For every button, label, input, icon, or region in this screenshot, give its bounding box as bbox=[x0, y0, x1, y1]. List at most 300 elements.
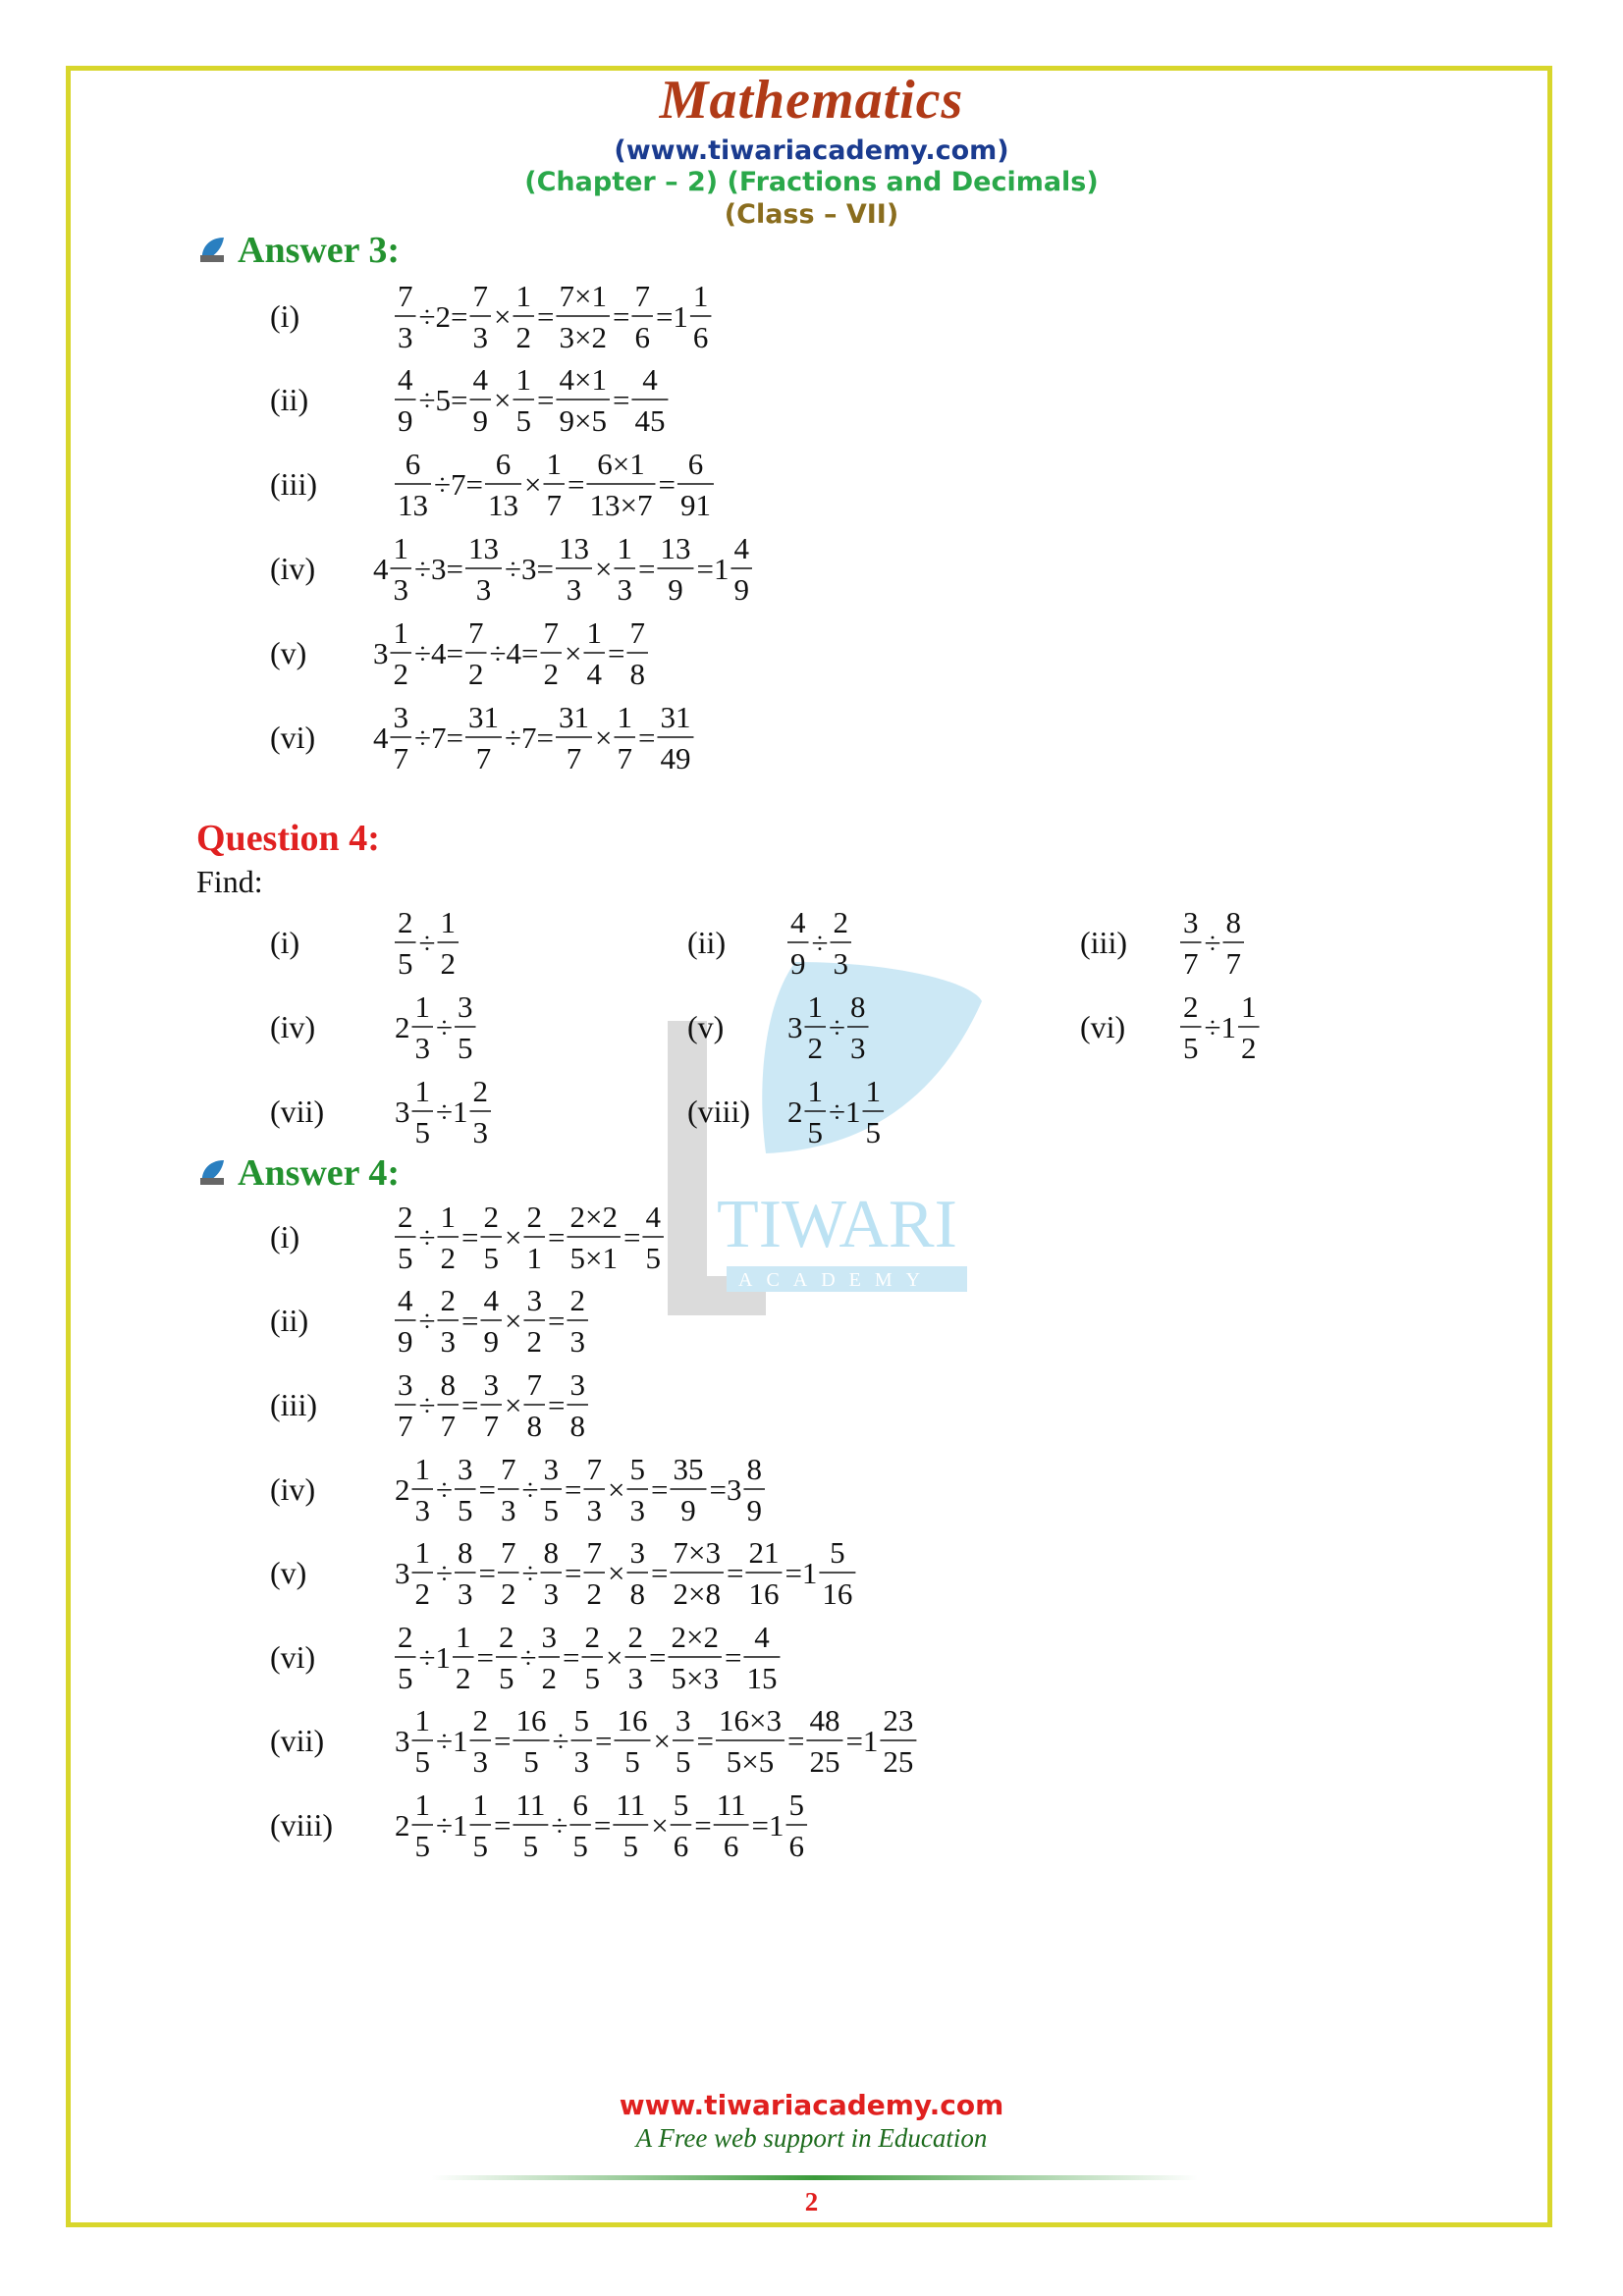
fraction-numerator: 3 bbox=[675, 1703, 691, 1737]
fraction-numerator: 13 bbox=[468, 531, 499, 565]
fraction-denominator: 5×1 bbox=[569, 1241, 618, 1275]
fraction-denominator: 7 bbox=[483, 1409, 499, 1443]
math-text: = bbox=[494, 1808, 512, 1842]
item-expression bbox=[785, 986, 876, 1068]
fraction-denominator: 7 bbox=[440, 1409, 457, 1443]
fraction bbox=[786, 1788, 808, 1863]
math-expression bbox=[1178, 901, 1252, 984]
item-label: (v) bbox=[270, 635, 307, 670]
item-expression bbox=[393, 986, 483, 1068]
item-expression bbox=[393, 358, 676, 441]
math-text: × bbox=[505, 1304, 522, 1338]
fraction bbox=[523, 1367, 545, 1443]
math-text: =3 bbox=[709, 1472, 742, 1507]
fraction bbox=[567, 1200, 620, 1275]
fraction-denominator: 9 bbox=[733, 572, 749, 607]
item-label: (vii) bbox=[270, 1723, 325, 1758]
math-expression bbox=[393, 1616, 787, 1698]
fraction bbox=[481, 1283, 503, 1359]
fraction bbox=[556, 700, 592, 775]
fraction-numerator: 3 bbox=[543, 1452, 560, 1486]
tiwari-logo-icon bbox=[196, 234, 228, 265]
fraction-denominator: 8 bbox=[526, 1409, 542, 1443]
math-text: = bbox=[650, 1472, 669, 1507]
fraction-numerator: 6 bbox=[572, 1788, 588, 1822]
fraction-denominator: 3 bbox=[566, 572, 582, 607]
fraction-denominator: 5 bbox=[398, 1241, 413, 1275]
fraction bbox=[412, 1703, 434, 1779]
fraction-numerator: 3 bbox=[398, 1367, 413, 1402]
fraction-numerator: 1 bbox=[414, 989, 430, 1024]
fraction bbox=[498, 1452, 519, 1527]
fraction-denominator: 5 bbox=[645, 1241, 661, 1275]
fraction bbox=[412, 1535, 434, 1611]
fraction bbox=[567, 1367, 588, 1443]
fraction-numerator: 4 bbox=[754, 1620, 770, 1654]
fraction bbox=[743, 1452, 765, 1527]
fraction-denominator: 3 bbox=[569, 1324, 585, 1359]
watermark-brand: TIWARI bbox=[717, 1187, 957, 1262]
fraction-numerator: 5 bbox=[573, 1703, 590, 1737]
item-expression bbox=[393, 1070, 499, 1152]
fraction-numerator: 3 bbox=[569, 1367, 585, 1402]
page-title: Mathematics bbox=[659, 70, 964, 131]
fraction-denominator: 3 bbox=[398, 320, 413, 354]
math-text: = bbox=[637, 552, 656, 586]
fraction-numerator: 16×3 bbox=[718, 1703, 782, 1737]
fraction-denominator: 2 bbox=[456, 1661, 471, 1695]
fraction-denominator: 5 bbox=[865, 1115, 882, 1149]
fraction bbox=[514, 1788, 549, 1863]
math-text: ÷ bbox=[521, 1556, 539, 1590]
math-text: =1 bbox=[845, 1724, 879, 1758]
fraction-numerator: 8 bbox=[850, 989, 866, 1024]
fraction-denominator: 2 bbox=[440, 946, 457, 981]
fraction bbox=[586, 447, 655, 522]
fraction-numerator: 1 bbox=[472, 1788, 489, 1822]
fraction-denominator: 5 bbox=[807, 1115, 823, 1149]
item-label: (vii) bbox=[270, 1094, 325, 1129]
fraction-denominator: 5×3 bbox=[671, 1661, 719, 1695]
fraction bbox=[556, 531, 592, 607]
item-label: (vi) bbox=[270, 1639, 316, 1675]
math-text: ÷ bbox=[521, 1472, 539, 1507]
fraction bbox=[481, 1200, 503, 1275]
item-expression bbox=[393, 1279, 595, 1362]
math-expression bbox=[393, 1448, 772, 1530]
item-expression bbox=[393, 1784, 815, 1866]
fraction bbox=[523, 1283, 545, 1359]
fraction-numerator: 8 bbox=[1225, 905, 1242, 939]
header-class: (Class – VII) bbox=[724, 199, 899, 230]
math-text: ÷ bbox=[1204, 926, 1221, 960]
item-expression bbox=[393, 901, 466, 984]
item-expression bbox=[371, 612, 655, 694]
math-expression bbox=[371, 612, 655, 694]
fraction-denominator: 5 bbox=[458, 1031, 473, 1065]
item-label: (vi) bbox=[270, 720, 316, 755]
fraction bbox=[716, 1703, 784, 1779]
math-text: × bbox=[505, 1388, 522, 1422]
fraction-numerator: 3 bbox=[483, 1367, 499, 1402]
fraction-denominator: 2 bbox=[515, 320, 531, 354]
item-expression bbox=[393, 1448, 772, 1530]
fraction bbox=[455, 1535, 476, 1611]
fraction bbox=[395, 362, 416, 438]
fraction-numerator: 7 bbox=[586, 1452, 602, 1486]
fraction bbox=[391, 700, 412, 775]
fraction-numerator: 1 bbox=[393, 615, 408, 650]
fraction-numerator: 5 bbox=[629, 1452, 645, 1486]
fraction-denominator: 8 bbox=[629, 657, 645, 691]
math-text: 3 bbox=[787, 1010, 803, 1044]
fraction bbox=[498, 1535, 519, 1611]
math-text: ÷ bbox=[418, 1220, 436, 1255]
fraction-numerator: 6 bbox=[495, 447, 512, 481]
fraction-numerator: 8 bbox=[440, 1367, 457, 1402]
page-number: 2 bbox=[804, 2187, 819, 2216]
fraction bbox=[438, 1283, 460, 1359]
math-text: = bbox=[622, 1220, 641, 1255]
fraction bbox=[470, 279, 492, 354]
fraction-numerator: 7 bbox=[526, 1367, 542, 1402]
fraction-denominator: 7 bbox=[398, 1409, 413, 1443]
fraction bbox=[455, 1452, 476, 1527]
item-expression bbox=[393, 275, 719, 357]
fraction-denominator: 6 bbox=[692, 320, 709, 354]
math-expression bbox=[393, 1196, 671, 1278]
item-expression bbox=[785, 1070, 892, 1152]
fraction-numerator: 3 bbox=[629, 1535, 645, 1570]
fraction bbox=[412, 1074, 434, 1149]
math-text: = bbox=[650, 1556, 669, 1590]
fraction-numerator: 3 bbox=[458, 1452, 473, 1486]
math-text: = bbox=[563, 1640, 580, 1675]
header-website[interactable]: (www.tiwariacademy.com) bbox=[614, 135, 1009, 166]
fraction-numerator: 5 bbox=[788, 1788, 805, 1822]
fraction-denominator: 2 bbox=[393, 657, 408, 691]
fraction bbox=[470, 1074, 492, 1149]
item-label: (iv) bbox=[270, 1471, 316, 1507]
item-expression bbox=[371, 527, 759, 610]
fraction-numerator: 2×2 bbox=[671, 1620, 719, 1654]
fraction-numerator: 2 bbox=[398, 1200, 413, 1234]
fraction-denominator: 5 bbox=[483, 1241, 499, 1275]
math-text: = bbox=[724, 1640, 742, 1675]
fraction-denominator: 5 bbox=[624, 1744, 640, 1779]
math-text: ÷1 bbox=[829, 1095, 861, 1129]
math-text: = bbox=[547, 1220, 566, 1255]
fraction bbox=[670, 1452, 706, 1527]
item-label: (iv) bbox=[270, 1009, 316, 1044]
fraction bbox=[831, 905, 852, 981]
math-text: ÷7= bbox=[434, 467, 483, 502]
fraction-numerator: 7 bbox=[501, 1535, 516, 1570]
item-label: (ii) bbox=[270, 382, 309, 417]
math-text: = bbox=[726, 1556, 744, 1590]
fraction-numerator: 1 bbox=[414, 1452, 430, 1486]
fraction bbox=[412, 989, 434, 1065]
fraction-denominator: 5 bbox=[499, 1661, 514, 1695]
math-expression bbox=[371, 527, 759, 610]
fraction-numerator: 1 bbox=[807, 989, 823, 1024]
fraction-numerator: 2 bbox=[584, 1620, 600, 1654]
fraction-numerator: 6 bbox=[405, 447, 421, 481]
fraction-numerator: 21 bbox=[748, 1535, 780, 1570]
fraction-denominator: 3×2 bbox=[559, 320, 607, 354]
fraction-numerator: 7 bbox=[398, 279, 413, 313]
fraction-numerator: 3 bbox=[526, 1283, 542, 1317]
math-text: ÷3= bbox=[414, 552, 463, 586]
fraction bbox=[438, 905, 460, 981]
math-expression bbox=[393, 1279, 595, 1362]
math-text: × bbox=[606, 1640, 623, 1675]
math-expression bbox=[785, 901, 859, 984]
fraction bbox=[481, 1367, 503, 1443]
fraction-denominator: 3 bbox=[414, 1031, 430, 1065]
fraction-numerator: 11 bbox=[716, 1788, 746, 1822]
math-text: = bbox=[565, 1556, 582, 1590]
fraction bbox=[438, 1367, 460, 1443]
math-expression bbox=[371, 696, 701, 778]
fraction-denominator: 15 bbox=[746, 1661, 778, 1695]
fraction-denominator: 7 bbox=[1225, 946, 1242, 981]
fraction bbox=[395, 1200, 416, 1275]
math-text: × bbox=[565, 636, 582, 670]
fraction bbox=[1180, 905, 1202, 981]
item-expression bbox=[393, 1363, 595, 1446]
fraction-numerator: 1 bbox=[414, 1703, 430, 1737]
math-text: 3 bbox=[373, 636, 389, 670]
fraction bbox=[541, 1452, 563, 1527]
fraction-denominator: 7 bbox=[566, 741, 582, 775]
fraction-denominator: 3 bbox=[617, 572, 632, 607]
fraction bbox=[453, 1620, 474, 1695]
fraction bbox=[673, 1703, 694, 1779]
fraction-denominator: 2 bbox=[541, 1661, 558, 1695]
fraction-denominator: 5 bbox=[523, 1744, 539, 1779]
math-text: = bbox=[461, 1220, 479, 1255]
fraction-numerator: 1 bbox=[865, 1074, 882, 1108]
fraction-numerator: 3 bbox=[458, 989, 473, 1024]
fraction-numerator: 7 bbox=[468, 615, 484, 650]
fraction-numerator: 2 bbox=[526, 1200, 542, 1234]
fraction bbox=[805, 989, 827, 1065]
answer3-heading-text: Answer 3: bbox=[238, 230, 401, 271]
math-text: ÷4= bbox=[489, 636, 539, 670]
math-text: =1 bbox=[784, 1556, 818, 1590]
math-text: × bbox=[524, 467, 542, 502]
fraction bbox=[470, 1703, 492, 1779]
math-expression bbox=[393, 1784, 815, 1866]
fraction bbox=[657, 700, 693, 775]
fraction-numerator: 13 bbox=[559, 531, 589, 565]
fraction-denominator: 3 bbox=[586, 1493, 602, 1527]
fraction-denominator: 3 bbox=[472, 1115, 489, 1149]
fraction-denominator: 9 bbox=[472, 403, 488, 438]
math-text: = bbox=[536, 383, 555, 417]
fraction-numerator: 1 bbox=[414, 1788, 430, 1822]
item-label: (iii) bbox=[270, 466, 317, 502]
fraction bbox=[514, 1703, 550, 1779]
math-text: ÷5= bbox=[418, 383, 468, 417]
tiwari-logo-icon bbox=[196, 1156, 228, 1188]
fraction-numerator: 6×1 bbox=[597, 447, 645, 481]
fraction-numerator: 5 bbox=[673, 1788, 689, 1822]
math-text: = bbox=[536, 299, 555, 334]
fraction-numerator: 4 bbox=[398, 362, 413, 397]
item-label: (viii) bbox=[687, 1094, 750, 1129]
fraction bbox=[391, 531, 412, 607]
math-expression bbox=[393, 986, 483, 1068]
fraction-numerator: 6 bbox=[687, 447, 704, 481]
fraction-numerator: 1 bbox=[546, 447, 562, 481]
math-text: ÷2= bbox=[418, 299, 468, 334]
fraction-numerator: 2 bbox=[499, 1620, 514, 1654]
fraction-denominator: 6 bbox=[673, 1829, 689, 1863]
fraction-denominator: 3 bbox=[501, 1493, 516, 1527]
fraction-numerator: 16 bbox=[515, 1703, 547, 1737]
fraction bbox=[668, 1620, 721, 1695]
math-text: ÷ bbox=[811, 926, 829, 960]
math-text: 3 bbox=[395, 1556, 410, 1590]
fraction bbox=[438, 1200, 460, 1275]
fraction-denominator: 8 bbox=[569, 1409, 585, 1443]
fraction-numerator: 1 bbox=[456, 1620, 471, 1654]
fraction bbox=[787, 905, 809, 981]
math-text: = bbox=[476, 1640, 494, 1675]
answer4-heading bbox=[196, 1151, 400, 1195]
fraction-numerator: 1 bbox=[440, 905, 457, 939]
fraction-numerator: 7 bbox=[472, 279, 488, 313]
math-text: 2 bbox=[395, 1808, 410, 1842]
fraction bbox=[582, 1620, 604, 1695]
math-text: × bbox=[608, 1472, 625, 1507]
fraction-denominator: 8 bbox=[629, 1576, 645, 1611]
math-text: ÷ bbox=[436, 1556, 454, 1590]
math-text: = bbox=[593, 1808, 612, 1842]
item-label: (v) bbox=[687, 1009, 725, 1044]
question4-heading: Question 4: bbox=[196, 818, 380, 859]
fraction bbox=[613, 1788, 648, 1863]
item-label: (iv) bbox=[270, 551, 316, 586]
item-expression bbox=[393, 443, 721, 525]
footer-website[interactable]: www.tiwariacademy.com bbox=[619, 2089, 1004, 2121]
fraction bbox=[614, 700, 635, 775]
fraction-denominator: 5 bbox=[675, 1744, 691, 1779]
fraction bbox=[395, 279, 416, 354]
fraction-numerator: 1 bbox=[414, 1074, 430, 1108]
math-text: = bbox=[694, 1808, 712, 1842]
fraction-denominator: 7 bbox=[1183, 946, 1199, 981]
math-text: ÷ bbox=[552, 1724, 569, 1758]
fraction-numerator: 31 bbox=[660, 700, 691, 734]
item-label: (ii) bbox=[270, 1303, 309, 1338]
fraction-denominator: 3 bbox=[458, 1576, 473, 1611]
math-text: ÷ bbox=[436, 1010, 454, 1044]
fraction-denominator: 3 bbox=[475, 572, 492, 607]
fraction bbox=[690, 279, 712, 354]
fraction bbox=[412, 1452, 434, 1527]
item-label: (ii) bbox=[687, 925, 727, 960]
math-text: ÷ bbox=[519, 1640, 537, 1675]
fraction-denominator: 5 bbox=[1183, 1031, 1199, 1065]
fraction-denominator: 2 bbox=[807, 1031, 823, 1065]
fraction bbox=[631, 362, 668, 438]
fraction-numerator: 8 bbox=[458, 1535, 473, 1570]
math-text: = bbox=[565, 1472, 582, 1507]
item-label: (vi) bbox=[1080, 1009, 1126, 1044]
math-text: ÷1 bbox=[436, 1095, 468, 1129]
math-text: 3 bbox=[395, 1724, 410, 1758]
fraction-numerator: 2 bbox=[398, 905, 413, 939]
fraction-denominator: 7 bbox=[393, 741, 408, 775]
fraction bbox=[513, 362, 534, 438]
fraction-denominator: 5 bbox=[515, 403, 531, 438]
fraction-denominator: 7 bbox=[475, 741, 492, 775]
fraction bbox=[455, 989, 476, 1065]
fraction bbox=[1223, 905, 1245, 981]
fraction-numerator: 2×2 bbox=[569, 1200, 618, 1234]
fraction bbox=[642, 1200, 664, 1275]
fraction-numerator: 4 bbox=[733, 531, 749, 565]
fraction-denominator: 5 bbox=[543, 1493, 560, 1527]
fraction-denominator: 9 bbox=[790, 946, 806, 981]
math-expression bbox=[785, 1070, 892, 1152]
answer4-heading-text: Answer 4: bbox=[238, 1152, 401, 1194]
fraction-denominator: 3 bbox=[833, 946, 849, 981]
math-text: ÷ bbox=[418, 926, 436, 960]
fraction bbox=[541, 1535, 563, 1611]
fraction bbox=[880, 1703, 916, 1779]
fraction-denominator: 9 bbox=[398, 403, 413, 438]
fraction-numerator: 4 bbox=[483, 1283, 499, 1317]
fraction-numerator: 2 bbox=[472, 1074, 489, 1108]
math-expression bbox=[393, 1363, 595, 1446]
fraction-numerator: 16 bbox=[617, 1703, 648, 1737]
fraction-numerator: 7 bbox=[629, 615, 645, 650]
math-text: = bbox=[607, 636, 625, 670]
fraction-denominator: 5 bbox=[414, 1744, 430, 1779]
fraction-numerator: 2 bbox=[1183, 989, 1199, 1024]
fraction bbox=[470, 362, 492, 438]
math-text: × bbox=[595, 721, 613, 755]
fraction-denominator: 5 bbox=[572, 1829, 588, 1863]
math-text: 2 bbox=[395, 1010, 410, 1044]
fraction bbox=[806, 1703, 842, 1779]
fraction-numerator: 4 bbox=[642, 362, 658, 397]
fraction-denominator: 2 bbox=[468, 657, 484, 691]
math-text: ÷ bbox=[551, 1808, 568, 1842]
fraction bbox=[567, 1283, 588, 1359]
fraction bbox=[805, 1074, 827, 1149]
math-text: = bbox=[786, 1724, 805, 1758]
item-expression bbox=[1178, 901, 1252, 984]
fraction bbox=[571, 1703, 593, 1779]
fraction bbox=[395, 1283, 416, 1359]
math-text: 2 bbox=[787, 1095, 803, 1129]
math-expression bbox=[393, 901, 466, 984]
fraction bbox=[465, 531, 502, 607]
fraction-numerator: 4 bbox=[472, 362, 488, 397]
math-expression bbox=[393, 1699, 924, 1782]
fraction-denominator: 49 bbox=[660, 741, 691, 775]
fraction bbox=[395, 1620, 416, 1695]
fraction-denominator: 5 bbox=[414, 1829, 430, 1863]
fraction-denominator: 6 bbox=[788, 1829, 805, 1863]
math-text: = bbox=[696, 1724, 714, 1758]
fraction bbox=[465, 615, 487, 691]
